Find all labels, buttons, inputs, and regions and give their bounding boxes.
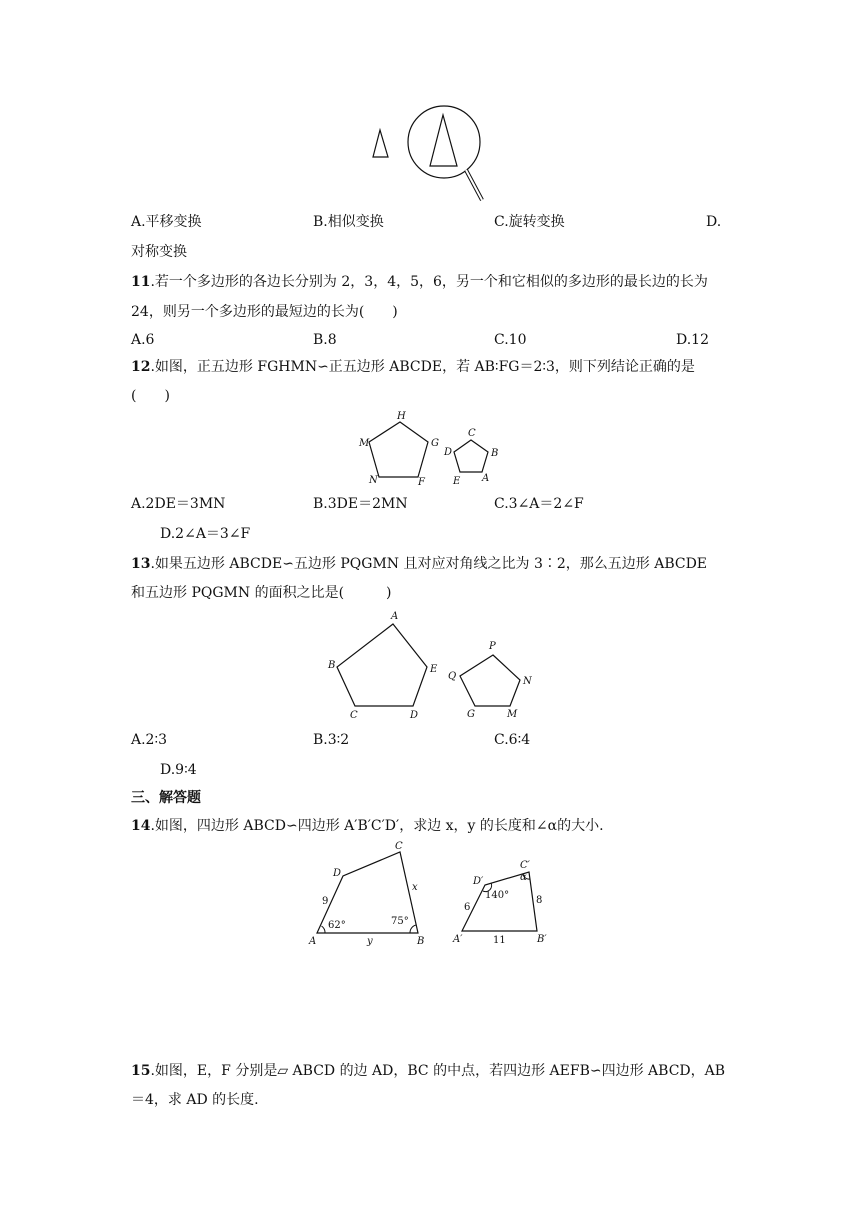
side-label-6: 6 [464,902,471,913]
label-a: A [482,473,490,484]
angle-label-62: 62° [328,920,346,931]
label-c: C [395,841,403,852]
q13-option-b: B.3∶2 [313,732,350,748]
q13-text-line-2: 和五边形 PQGMN 的面积之比是( ) [131,585,392,601]
q12-pentagons-figure [350,405,520,490]
pentagon-abcde [337,624,427,706]
large-triangle [430,115,457,166]
q10-option-b: B.相似变换 [313,214,384,230]
q13-pentagons-figure [320,608,540,723]
label-b: B [328,660,336,671]
q12-option-c: C.3∠A＝2∠F [494,496,584,512]
label-b: B [417,936,425,947]
angle-label-alpha: α [520,872,527,883]
angle-label-75: 75° [391,916,409,927]
side-label-x: x [412,882,418,893]
q12-option-a: A.2DE＝3MN [131,496,226,512]
label-d: D [410,710,419,721]
label-a: A [309,936,317,947]
label-b: B [491,448,499,459]
q12-text-line-1: 12.如图，正五边形 FGHMN∽正五边形 ABCDE，若 AB∶FG＝2∶3，则下列结论正确的是 [131,359,695,375]
angle-b-arc [410,925,416,933]
label-h: H [397,411,406,422]
small-triangle [373,130,388,157]
label-d-prime: D′ [473,876,484,887]
label-f: F [418,477,425,488]
q12-option-b: B.3DE＝2MN [313,496,408,512]
q13-option-a: A.2∶3 [131,732,168,748]
side-label-y: y [367,936,373,947]
label-n: N [369,475,378,486]
q11-option-d: D.12 [676,332,709,348]
pentagon-pqgmn [460,655,520,706]
q14-text: 14.如图，四边形 ABCD∽四边形 A′B′C′D′，求边 x，y 的长度和∠α的大小. [131,818,604,834]
magnifier-figure [360,100,500,210]
side-label-11: 11 [493,935,506,946]
label-c: C [350,710,358,721]
label-m: M [507,709,518,720]
label-a: A [391,611,399,622]
q15-text-line-2: ＝4，求 AD 的长度. [131,1092,259,1108]
side-label-9: 9 [322,896,329,907]
q10-option-c: C.旋转变换 [494,214,565,230]
q12-text-line-2: ( ) [131,388,170,404]
label-m: M [359,438,370,449]
label-e: E [453,476,461,487]
label-p: P [489,641,496,652]
label-e: E [430,664,438,675]
q11-option-a: A.6 [131,332,155,348]
label-n: N [523,676,532,687]
q11-text-line-1: 11.若一个多边形的各边长分别为 2，3，4，5，6，另一个和它相似的多边形的最长边的长为 [131,274,708,290]
q13-option-d: D.9∶4 [160,762,197,778]
q11-option-b: B.8 [313,332,337,348]
pentagon-abcde [454,440,488,472]
label-g: G [431,438,439,449]
label-c: C [468,428,476,439]
label-g: G [467,709,475,720]
q10-option-d: D. [706,214,722,230]
label-c-prime: C′ [520,860,530,871]
q13-option-c: C.6∶4 [494,732,531,748]
label-d: D [333,868,342,879]
angle-label-140: 140° [485,890,510,901]
pentagon-fghmn [369,422,428,477]
q10-option-d-wrap: 对称变换 [131,244,187,260]
q14-quadrilaterals-figure [305,838,565,950]
q15-text-line-1: 15.如图，E，F 分别是▱ ABCD 的边 AD，BC 的中点，若四边形 AEFB∽四边形 ABCD，AB [131,1063,726,1079]
label-q: Q [448,671,457,682]
q13-text-line-1: 13.如果五边形 ABCDE∽五边形 PQGMN 且对应对角线之比为 3∶2，那么五边形 ABCDE [131,556,708,572]
side-label-8: 8 [536,895,543,906]
q11-option-c: C.10 [494,332,527,348]
section-heading: 三、解答题 [131,790,201,806]
label-a-prime: A′ [453,934,463,945]
q11-text-line-2: 24，则另一个多边形的最短边的长为( ) [131,304,398,320]
angle-a-arc [322,926,326,933]
q12-option-d: D.2∠A＝3∠F [160,526,251,542]
q10-option-a: A.平移变换 [131,214,202,230]
label-b-prime: B′ [537,934,547,945]
label-d: D [444,447,453,458]
